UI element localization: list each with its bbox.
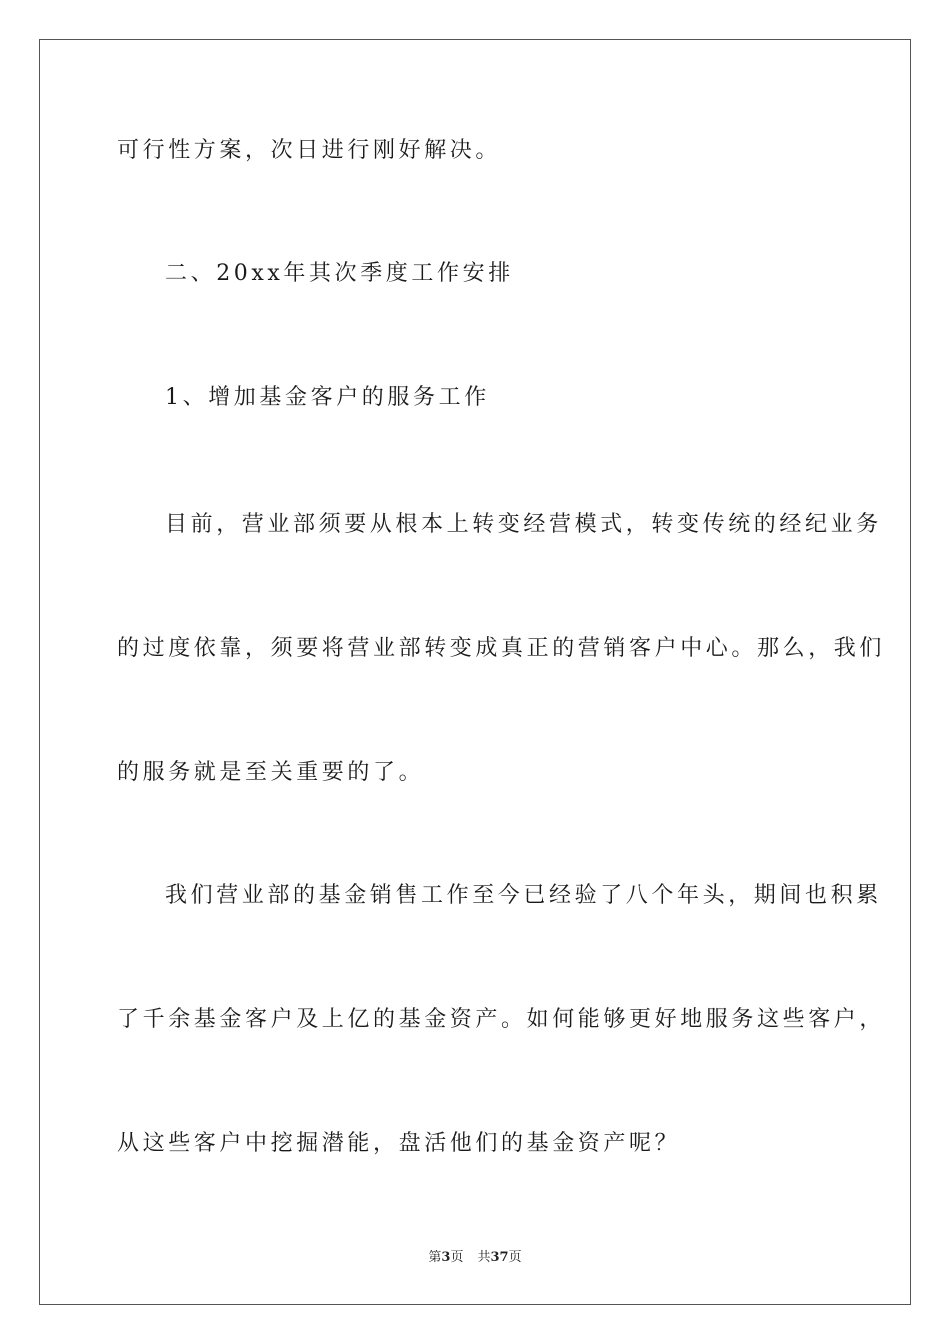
paragraph-1-line-1: 目前，营业部须要从根本上转变经营模式，转变传统的经纪业务 (165, 512, 882, 537)
section-heading: 二、20xx年其次季度工作安排 (165, 261, 514, 286)
total-prefix: 共 (477, 1250, 491, 1265)
total-suffix: 页 (508, 1250, 522, 1265)
page-footer (0, 1246, 950, 1265)
paragraph-1-line-3: 的服务就是至关重要的了。 (117, 760, 425, 785)
current-page-number: 3 (441, 1250, 451, 1265)
paragraph-2-line-2: 了千余基金客户及上亿的基金资产。如何能够更好地服务这些客户， (117, 1007, 886, 1032)
page-suffix: 页 (450, 1250, 464, 1265)
subsection-heading: 1、增加基金客户的服务工作 (165, 385, 490, 410)
paragraph-2-line-1: 我们营业部的基金销售工作至今已经验了八个年头，期间也积累 (165, 883, 882, 908)
page-prefix: 第 (428, 1250, 442, 1265)
body-line-1: 可行性方案，次日进行刚好解决。 (117, 138, 502, 163)
total-page-count: 37 (490, 1250, 509, 1265)
paragraph-2-line-3: 从这些客户中挖掘潜能，盘活他们的基金资产呢？ (117, 1131, 681, 1156)
page-frame (39, 39, 911, 1305)
paragraph-1-line-2: 的过度依靠，须要将营业部转变成真正的营销客户中心。那么，我们 (117, 636, 886, 661)
